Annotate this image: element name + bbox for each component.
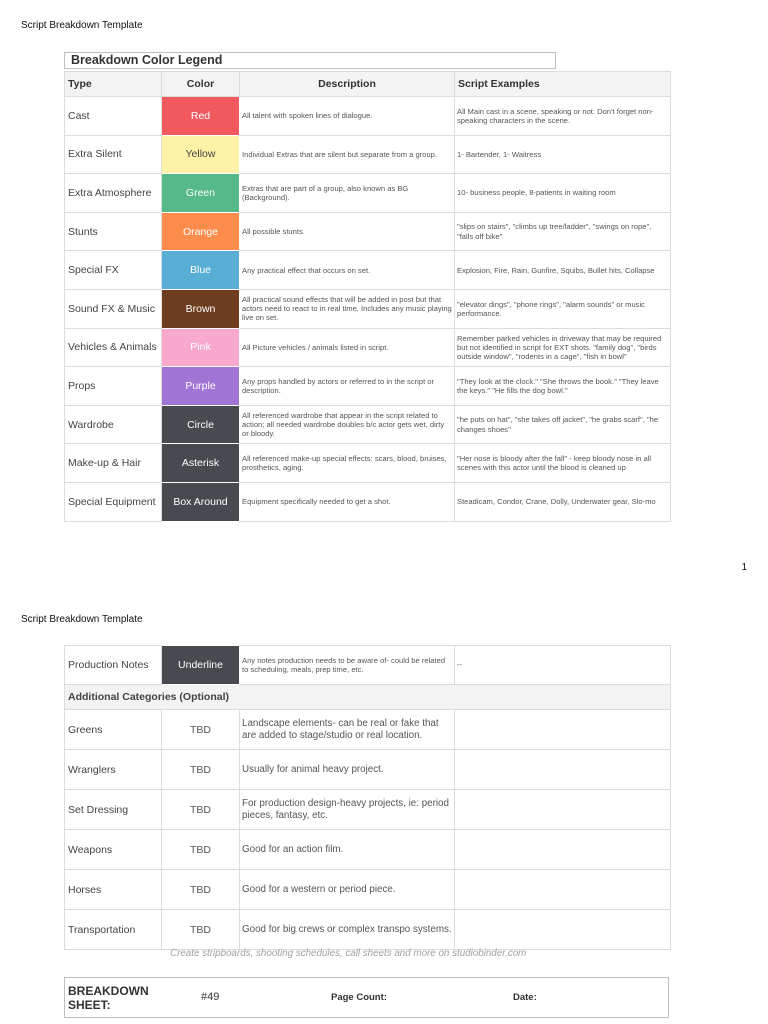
examples-cell: "They look at the clock." "She throws the book." "They leave the keys." "He fills the dog bowl." bbox=[455, 367, 671, 406]
color-swatch: Orange bbox=[162, 212, 240, 251]
examples-cell bbox=[455, 830, 671, 870]
color-cell: TBD bbox=[162, 870, 240, 910]
type-cell: Production Notes bbox=[65, 646, 162, 685]
color-cell: TBD bbox=[162, 710, 240, 750]
description-cell: All practical sound effects that will be added in post but that actors need to react to in real time. Includes any music playing live on set. bbox=[240, 289, 455, 328]
color-cell: TBD bbox=[162, 910, 240, 950]
table-row bbox=[65, 790, 671, 830]
column-header-type: Type bbox=[65, 72, 162, 97]
table-row bbox=[65, 910, 671, 950]
description-cell: For production design-heavy projects, ie: period pieces, fantasy, etc. bbox=[240, 790, 455, 830]
table-row bbox=[65, 830, 671, 870]
description-cell: Good for a western or period piece. bbox=[240, 870, 455, 910]
description-cell: Landscape elements- can be real or fake that are added to stage/studio or real location. bbox=[240, 710, 455, 750]
examples-cell: "slips on stairs", "climbs up tree/ladder", "swings on rope", "falls off bike" bbox=[455, 212, 671, 251]
examples-cell: -- bbox=[455, 646, 671, 685]
examples-cell bbox=[455, 790, 671, 830]
table-row bbox=[65, 97, 671, 136]
page-header: Script Breakdown Template bbox=[21, 20, 143, 31]
type-cell: Horses bbox=[65, 870, 162, 910]
type-cell: Cast bbox=[65, 97, 162, 136]
table-row bbox=[65, 405, 671, 444]
table-row bbox=[65, 482, 671, 521]
color-swatch: Purple bbox=[162, 367, 240, 406]
table-header-row bbox=[65, 72, 671, 97]
table-row bbox=[65, 710, 671, 750]
description-cell: All Picture vehicles / animals listed in script. bbox=[240, 328, 455, 367]
description-cell: Equipment specifically needed to get a shot. bbox=[240, 482, 455, 521]
page-header-2: Script Breakdown Template bbox=[21, 614, 143, 625]
table-row bbox=[65, 328, 671, 367]
description-cell: All referenced make-up special effects: scars, blood, bruises, prosthetics, aging. bbox=[240, 444, 455, 483]
type-cell: Make-up & Hair bbox=[65, 444, 162, 483]
table-row bbox=[65, 251, 671, 290]
footer-note-text: Create stripboards, shooting schedules, call sheets and more on studiobinder.com bbox=[170, 948, 527, 959]
type-cell: Transportation bbox=[65, 910, 162, 950]
table-row bbox=[65, 646, 671, 685]
table-row bbox=[65, 289, 671, 328]
type-cell: Extra Atmosphere bbox=[65, 174, 162, 213]
color-swatch: Underline bbox=[162, 646, 240, 685]
color-swatch: Red bbox=[162, 97, 240, 136]
description-cell: All referenced wardrobe that appear in the script related to action; all needed wardrobe doubles b/c actor gets wet, dirty or bloody. bbox=[240, 405, 455, 444]
color-legend-table bbox=[64, 71, 671, 522]
color-cell: TBD bbox=[162, 750, 240, 790]
description-cell: Usually for animal heavy project. bbox=[240, 750, 455, 790]
color-swatch: Circle bbox=[162, 405, 240, 444]
table-row bbox=[65, 212, 671, 251]
page-number: 1 bbox=[741, 562, 747, 573]
color-swatch: Blue bbox=[162, 251, 240, 290]
categories-table bbox=[64, 645, 671, 950]
examples-cell: Explosion, Fire, Rain, Gunfire, Squibs, Bullet hits, Collapse bbox=[455, 251, 671, 290]
column-header-color: Color bbox=[162, 72, 240, 97]
breakdown-sheet-header bbox=[64, 977, 669, 1018]
table-row bbox=[65, 750, 671, 790]
examples-cell: "Her nose is bloody after the fall" - keep bloody nose in all scenes with this actor until the blood is cleaned up bbox=[455, 444, 671, 483]
type-cell: Sound FX & Music bbox=[65, 289, 162, 328]
date-label: Date: bbox=[513, 992, 537, 1003]
description-cell: Any notes production needs to be aware of- could be related to scheduling, meals, prep time, etc. bbox=[240, 646, 455, 685]
description-cell: Any practical effect that occurs on set. bbox=[240, 251, 455, 290]
type-cell: Greens bbox=[65, 710, 162, 750]
examples-cell: "he puts on hat", "she takes off jacket", "he grabs scarf", "he changes shoes" bbox=[455, 405, 671, 444]
type-cell: Extra Silent bbox=[65, 135, 162, 174]
examples-cell: All Main cast in a scene, speaking or not. Don't forget non-speaking characters in the scene. bbox=[455, 97, 671, 136]
breakdown-sheet-label: BREAKDOWN SHEET: bbox=[68, 984, 149, 1012]
color-swatch: Asterisk bbox=[162, 444, 240, 483]
type-cell: Special Equipment bbox=[65, 482, 162, 521]
page-count-label: Page Count: bbox=[331, 992, 387, 1003]
type-cell: Wranglers bbox=[65, 750, 162, 790]
examples-cell: "elevator dings", "phone rings", "alarm sounds" or music performance. bbox=[455, 289, 671, 328]
table-row bbox=[65, 174, 671, 213]
color-swatch: Brown bbox=[162, 289, 240, 328]
column-header-script-examples: Script Examples bbox=[455, 72, 671, 97]
description-cell: Good for an action film. bbox=[240, 830, 455, 870]
color-swatch: Box Around bbox=[162, 482, 240, 521]
examples-cell bbox=[455, 710, 671, 750]
color-swatch: Yellow bbox=[162, 135, 240, 174]
type-cell: Weapons bbox=[65, 830, 162, 870]
table-row bbox=[65, 367, 671, 406]
description-cell: All talent with spoken lines of dialogue. bbox=[240, 97, 455, 136]
breakdown-sheet-number: #49 bbox=[201, 991, 220, 1003]
column-header-description: Description bbox=[240, 72, 455, 97]
table-row bbox=[65, 135, 671, 174]
section-title: Additional Categories (Optional) bbox=[65, 685, 671, 710]
type-cell: Stunts bbox=[65, 212, 162, 251]
color-swatch: Green bbox=[162, 174, 240, 213]
type-cell: Wardrobe bbox=[65, 405, 162, 444]
type-cell: Vehicles & Animals bbox=[65, 328, 162, 367]
color-cell: TBD bbox=[162, 830, 240, 870]
type-cell: Special FX bbox=[65, 251, 162, 290]
table-row bbox=[65, 444, 671, 483]
examples-cell bbox=[455, 750, 671, 790]
description-cell: Extras that are part of a group, also known as BG (Background). bbox=[240, 174, 455, 213]
examples-cell: Remember parked vehicles in driveway that may be required but not identified in script for EXT shots. "family dog", "birds outside window", "rodents in a cage", "fish in bowl" bbox=[455, 328, 671, 367]
examples-cell: 10- business people, 8-patients in waiting room bbox=[455, 174, 671, 213]
color-cell: TBD bbox=[162, 790, 240, 830]
examples-cell: Steadicam, Condor, Crane, Dolly, Underwater gear, Slo-mo bbox=[455, 482, 671, 521]
legend-title: Breakdown Color Legend bbox=[64, 52, 556, 69]
examples-cell bbox=[455, 870, 671, 910]
description-cell: Any props handled by actors or referred to in the script or description. bbox=[240, 367, 455, 406]
type-cell: Props bbox=[65, 367, 162, 406]
examples-cell: 1- Bartender, 1- Waitress bbox=[455, 135, 671, 174]
examples-cell bbox=[455, 910, 671, 950]
color-swatch: Pink bbox=[162, 328, 240, 367]
description-cell: All possible stunts. bbox=[240, 212, 455, 251]
description-cell: Good for big crews or complex transpo systems. bbox=[240, 910, 455, 950]
type-cell: Set Dressing bbox=[65, 790, 162, 830]
section-header-row bbox=[65, 685, 671, 710]
table-row bbox=[65, 870, 671, 910]
description-cell: Individual Extras that are silent but separate from a group. bbox=[240, 135, 455, 174]
